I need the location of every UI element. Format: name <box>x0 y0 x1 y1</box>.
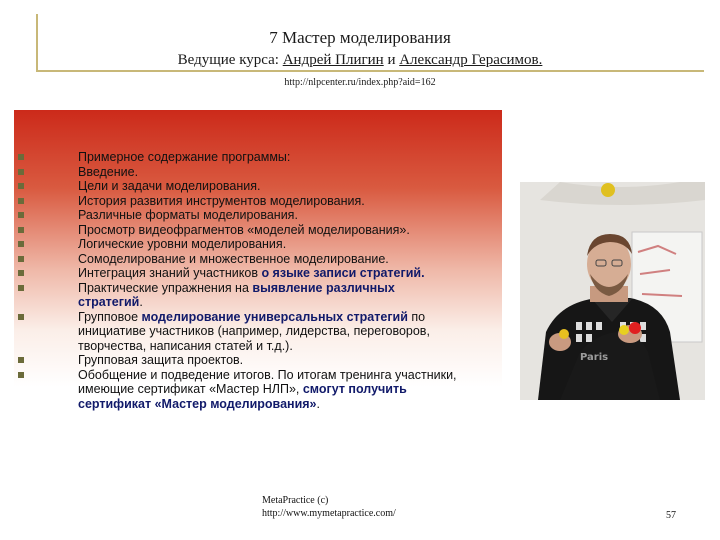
item-text: Групповое <box>78 309 142 324</box>
item-text: по инициативе участников (например, лидерства, переговоров, творчества, написания статей и т.д.). <box>78 309 430 353</box>
square-bullet-icon <box>18 256 24 262</box>
juggling-ball-icon <box>559 329 569 339</box>
slide-title: 7 Мастер моделирования <box>269 28 451 47</box>
square-bullet-icon <box>18 372 24 378</box>
item-text: Введение. <box>78 164 139 179</box>
list-item <box>18 194 458 209</box>
square-bullet-icon <box>18 314 24 320</box>
juggling-ball-icon <box>619 325 629 335</box>
list-item <box>18 281 458 310</box>
list-item <box>18 368 458 412</box>
item-text: Логические уровни моделирования. <box>78 237 287 251</box>
square-bullet-icon <box>18 357 24 363</box>
lead-link-2[interactable]: Александр Герасимов. <box>399 52 543 68</box>
list-item <box>18 165 458 180</box>
program-list <box>18 150 458 411</box>
item-text: . <box>316 396 320 411</box>
square-bullet-icon <box>18 241 24 247</box>
list-item <box>18 223 458 238</box>
list-item <box>18 208 458 223</box>
subtitle-prefix: Ведущие курса: <box>177 52 283 68</box>
juggling-ball-icon <box>629 322 641 334</box>
lead-link-1[interactable]: Андрей Плигин <box>282 52 384 68</box>
square-bullet-icon <box>18 227 24 233</box>
juggler-illustration <box>520 182 705 400</box>
list-item <box>18 179 458 194</box>
square-bullet-icon <box>18 154 24 160</box>
square-bullet-icon <box>18 212 24 218</box>
item-text: Примерное содержание программы: <box>78 150 291 164</box>
list-item <box>18 353 458 368</box>
frame-line-horizontal <box>36 70 704 72</box>
list-item <box>18 266 458 281</box>
list-item <box>18 237 458 252</box>
item-text: Интеграция знаний участников <box>78 266 262 280</box>
presenter-photo <box>520 182 705 400</box>
item-text: История развития инструментов моделирования. <box>78 193 365 208</box>
square-bullet-icon <box>18 270 24 276</box>
item-text: Сомоделирование и множественное моделирование. <box>78 251 389 266</box>
shirt-text: Paris <box>580 352 609 363</box>
footer-copyright: MetaPractice (c) <box>262 495 329 506</box>
juggling-ball-icon <box>601 183 615 197</box>
item-text: Цели и задачи моделирования. <box>78 179 261 193</box>
list-item <box>18 310 458 354</box>
item-text: Практические упражнения на <box>78 280 253 295</box>
list-item <box>18 150 458 165</box>
footer <box>262 494 396 520</box>
square-bullet-icon <box>18 198 24 204</box>
page-number: 57 <box>666 510 676 521</box>
subtitle-connector: и <box>383 52 400 68</box>
item-text: Просмотр видеофрагментов «моделей моделирования». <box>78 222 410 237</box>
item-highlight: выявление различных стратегий <box>78 280 395 309</box>
source-url: http://nlpcenter.ru/index.php?aid=162 <box>284 77 436 88</box>
item-text: Различные форматы моделирования. <box>78 208 298 222</box>
item-text: . <box>139 295 143 309</box>
item-text: Обобщение и подведение итогов. По итогам тренинга участники, имеющие сертификат «Мастер НЛП», <box>78 367 457 396</box>
item-highlight: о языке записи стратегий. <box>261 266 425 280</box>
square-bullet-icon <box>18 169 24 175</box>
item-highlight: смогут получить сертификат «Мастер моделирования» <box>78 382 407 411</box>
item-text: Групповая защита проектов. <box>78 353 244 367</box>
square-bullet-icon <box>18 285 24 291</box>
item-highlight: моделирование универсальных стратегий <box>141 309 408 324</box>
square-bullet-icon <box>18 183 24 189</box>
slide-subtitle <box>0 52 720 69</box>
footer-url: http://www.mymetapractice.com/ <box>262 508 396 519</box>
list-item <box>18 252 458 267</box>
